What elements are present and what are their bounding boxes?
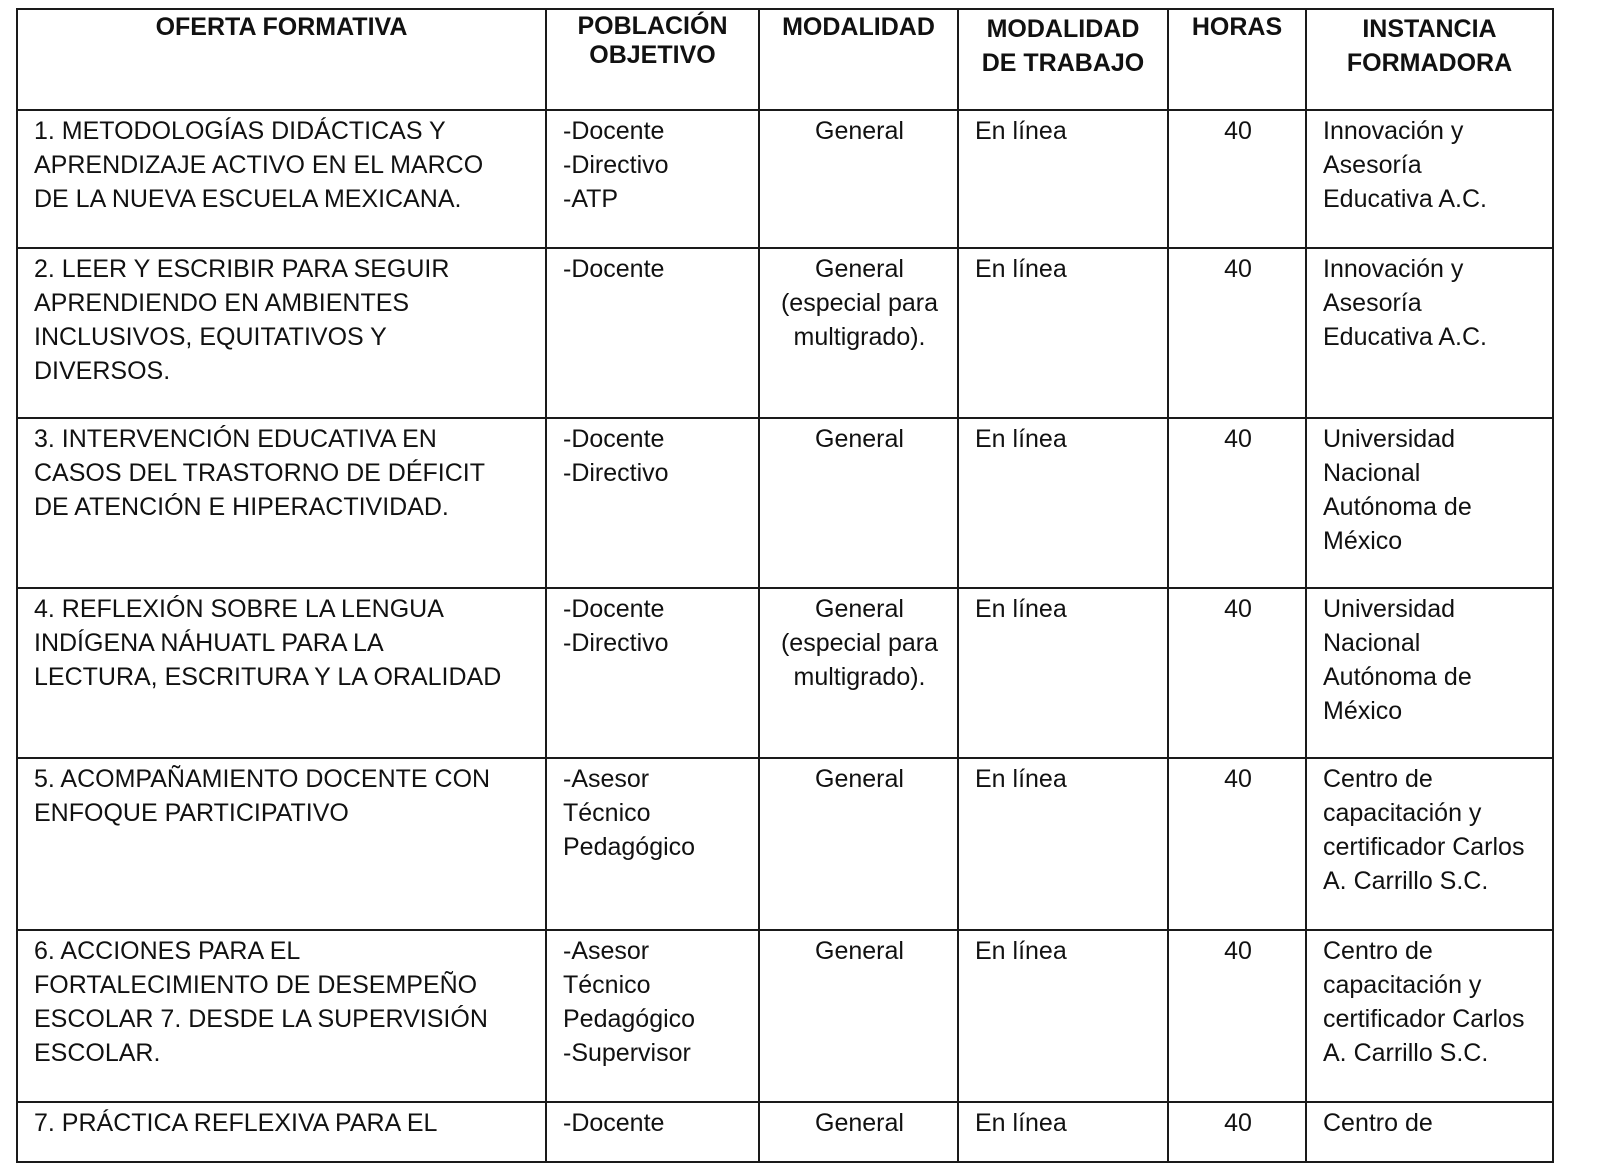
modalidad-trabajo-cell: En línea [958, 110, 1168, 248]
instancia-cell: Centro de capacitación y certificador Carlos A. Carrillo S.C. [1306, 758, 1553, 930]
table-row [17, 930, 1553, 1102]
poblacion-cell: -Docente [546, 1102, 759, 1162]
modalidad-trabajo-cell: En línea [958, 248, 1168, 418]
poblacion-cell: -Docente -Directivo -ATP [546, 110, 759, 248]
table-row [17, 110, 1553, 248]
header-instancia-formadora: INSTANCIA FORMADORA [1306, 9, 1553, 110]
horas-cell: 40 [1168, 930, 1306, 1102]
modalidad-trabajo-cell: En línea [958, 930, 1168, 1102]
instancia-cell: Innovación y Asesoría Educativa A.C. [1306, 248, 1553, 418]
poblacion-cell: -Docente [546, 248, 759, 418]
modalidad-cell: General [759, 418, 958, 588]
oferta-cell: 2. LEER Y ESCRIBIR PARA SEGUIR APRENDIENDO EN AMBIENTES INCLUSIVOS, EQUITATIVOS Y DIVERSOS. [17, 248, 546, 418]
table-header-row [17, 9, 1553, 110]
table-row [17, 588, 1553, 758]
horas-cell: 40 [1168, 248, 1306, 418]
oferta-cell: 3. INTERVENCIÓN EDUCATIVA EN CASOS DEL TRASTORNO DE DÉFICIT DE ATENCIÓN E HIPERACTIVIDAD. [17, 418, 546, 588]
horas-cell: 40 [1168, 418, 1306, 588]
modalidad-trabajo-cell: En línea [958, 758, 1168, 930]
table-row [17, 248, 1553, 418]
instancia-cell: Innovación y Asesoría Educativa A.C. [1306, 110, 1553, 248]
header-oferta-formativa: OFERTA FORMATIVA [17, 9, 546, 110]
modalidad-trabajo-cell: En línea [958, 1102, 1168, 1162]
table-row [17, 758, 1553, 930]
table-row [17, 418, 1553, 588]
horas-cell: 40 [1168, 588, 1306, 758]
horas-cell: 40 [1168, 110, 1306, 248]
instancia-cell: Centro de [1306, 1102, 1553, 1162]
document-page [16, 8, 1552, 1163]
header-modalidad-de-trabajo: MODALIDAD DE TRABAJO [958, 9, 1168, 110]
oferta-cell: 4. REFLEXIÓN SOBRE LA LENGUA INDÍGENA NÁHUATL PARA LA LECTURA, ESCRITURA Y LA ORALIDAD [17, 588, 546, 758]
modalidad-cell: General (especial para multigrado). [759, 248, 958, 418]
horas-cell: 40 [1168, 1102, 1306, 1162]
instancia-cell: Centro de capacitación y certificador Carlos A. Carrillo S.C. [1306, 930, 1553, 1102]
table-row [17, 1102, 1553, 1162]
modalidad-cell: General (especial para multigrado). [759, 588, 958, 758]
oferta-cell: 5. ACOMPAÑAMIENTO DOCENTE CON ENFOQUE PARTICIPATIVO [17, 758, 546, 930]
poblacion-cell: -Asesor Técnico Pedagógico -Supervisor [546, 930, 759, 1102]
header-poblacion-objetivo: POBLACIÓN OBJETIVO [546, 9, 759, 110]
instancia-cell: Universidad Nacional Autónoma de México [1306, 588, 1553, 758]
header-modalidad: MODALIDAD [759, 9, 958, 110]
modalidad-trabajo-cell: En línea [958, 418, 1168, 588]
header-horas: HORAS [1168, 9, 1306, 110]
training-offer-table [16, 8, 1554, 1163]
oferta-cell: 6. ACCIONES PARA EL FORTALECIMIENTO DE DESEMPEÑO ESCOLAR 7. DESDE LA SUPERVISIÓN ESCOLAR. [17, 930, 546, 1102]
poblacion-cell: -Docente -Directivo [546, 588, 759, 758]
oferta-cell: 7. PRÁCTICA REFLEXIVA PARA EL [17, 1102, 546, 1162]
horas-cell: 40 [1168, 758, 1306, 930]
modalidad-cell: General [759, 1102, 958, 1162]
modalidad-cell: General [759, 930, 958, 1102]
modalidad-cell: General [759, 110, 958, 248]
oferta-cell: 1. METODOLOGÍAS DIDÁCTICAS Y APRENDIZAJE ACTIVO EN EL MARCO DE LA NUEVA ESCUELA MEXICANA. [17, 110, 546, 248]
modalidad-trabajo-cell: En línea [958, 588, 1168, 758]
modalidad-cell: General [759, 758, 958, 930]
poblacion-cell: -Docente -Directivo [546, 418, 759, 588]
instancia-cell: Universidad Nacional Autónoma de México [1306, 418, 1553, 588]
poblacion-cell: -Asesor Técnico Pedagógico [546, 758, 759, 930]
